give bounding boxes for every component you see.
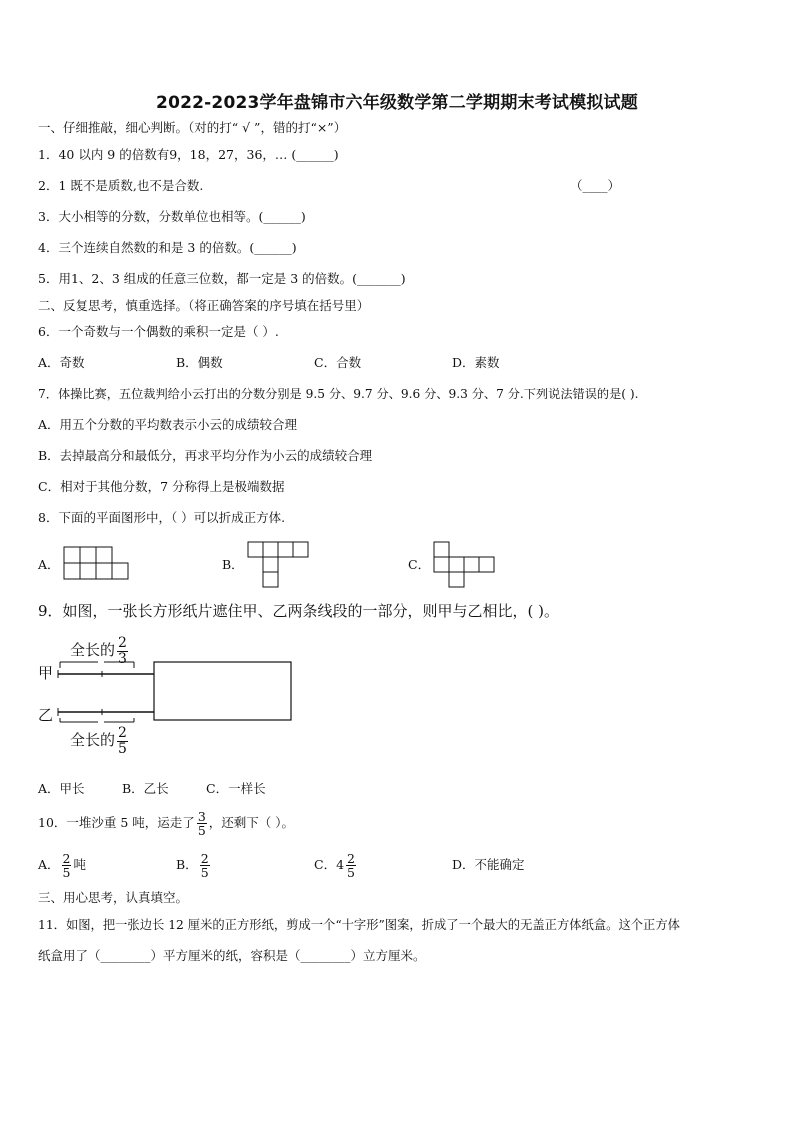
option-b-denominator: 5 <box>200 865 209 880</box>
question-3: 3．大小相等的分数，分数单位也相等。(______) <box>38 209 306 224</box>
question-6: 6．一个奇数与一个偶数的乘积一定是（ ）. <box>38 324 279 339</box>
cube-net-c-figure <box>434 542 496 590</box>
question-9: 9．如图，一张长方形纸片遮住甲、乙两条线段的一部分，则甲与乙相比，( )。 <box>38 602 560 620</box>
segments-figure <box>58 660 298 724</box>
question-9-option-a: A．甲长 <box>38 781 85 796</box>
option-a-fraction <box>62 852 72 879</box>
top-fraction-denominator: 3 <box>118 650 127 667</box>
question-5: 5．用1、2、3 组成的任意三位数，都一定是 3 的倍数。(_______) <box>38 271 406 286</box>
question-2-answer-blank: （____） <box>570 178 621 193</box>
cube-net-a-figure <box>64 547 130 581</box>
question-10-text-end: ，还剩下（ ）。 <box>208 815 294 830</box>
bottom-fraction <box>117 726 128 756</box>
question-1: 1．40 以内 9 的倍数有9，18，27，36，… (______) <box>38 147 339 162</box>
question-10-option-b <box>176 848 212 882</box>
question-8: 8．下面的平面图形中，（ ）可以折成正方体. <box>38 510 286 525</box>
covering-paper <box>154 662 291 720</box>
question-7-option-b: B．去掉最高分和最低分，再求平均分作为小云的成绩较合理 <box>38 448 373 463</box>
question-8-label-c: C． <box>408 557 431 572</box>
question-10-option-a <box>38 848 86 882</box>
question-8-label-a: A． <box>38 557 60 572</box>
question-10-option-c <box>314 848 358 882</box>
segment-jia-label: 甲 <box>38 664 54 682</box>
question-10-option-d: D．不能确定 <box>452 857 525 872</box>
option-c-fraction <box>346 852 356 879</box>
option-c-label: C． <box>314 857 337 872</box>
section1-heading: 一、仔细推敲，细心判断。（对的打“ √ ”，错的打“×”） <box>38 120 347 135</box>
option-a-unit: 吨 <box>73 857 86 872</box>
bottom-fraction-numerator: 2 <box>118 725 127 741</box>
question-7-option-a: A．用五个分数的平均数表示小云的成绩较合理 <box>38 417 298 432</box>
question-11-line-1: 11．如图，把一张边长 12 厘米的正方形纸，剪成一个“十字形”图案，折成了一个最大的无盖正方体纸盒。这个正方体 <box>38 918 680 932</box>
question-6-option-b: B．偶数 <box>176 355 223 370</box>
section3-heading: 三、用心思考，认真填空。 <box>38 890 189 905</box>
top-label-text: 全长的 <box>70 641 116 660</box>
question-8-label-b: B． <box>222 557 244 572</box>
question-2: 2．1 既不是质数,也不是合数. <box>38 178 204 193</box>
bottom-label <box>70 726 130 756</box>
option-b-fraction <box>200 852 210 879</box>
bottom-fraction-denominator: 5 <box>118 740 127 757</box>
question-4: 4．三个连续自然数的和是 3 的倍数。(______) <box>38 240 297 255</box>
option-c-whole: 4 <box>336 857 345 872</box>
section2-heading: 二、反复思考，慎重选择。（将正确答案的序号填在括号里） <box>38 298 370 313</box>
bottom-label-text: 全长的 <box>70 731 116 750</box>
cube-net-b-figure <box>248 542 310 590</box>
question-10-denominator: 5 <box>197 823 206 838</box>
option-c-numerator: 2 <box>347 850 355 866</box>
question-6-option-d: D．素数 <box>452 355 500 370</box>
option-b-label: B． <box>176 857 198 872</box>
question-6-option-a: A．奇数 <box>38 355 85 370</box>
question-9-option-c: C．一样长 <box>206 781 266 796</box>
question-6-option-c: C．合数 <box>314 355 362 370</box>
top-fraction-numerator: 2 <box>118 635 127 651</box>
question-10-numerator: 3 <box>197 808 206 824</box>
option-b-numerator: 2 <box>200 850 209 866</box>
question-9-option-b: B．乙长 <box>122 781 169 796</box>
question-11-line-2: 纸盒用了（________）平方厘米的纸，容积是（________）立方厘米。 <box>38 948 426 963</box>
option-a-label: A． <box>38 857 60 872</box>
question-10 <box>38 808 294 838</box>
question-10-fraction <box>197 810 207 837</box>
question-7-option-c: C．相对于其他分数，7 分称得上是极端数据 <box>38 479 285 494</box>
question-7: 7．体操比赛，五位裁判给小云打出的分数分别是 9.5 分、9.7 分、9.6 分、9.3 分、7 分.下列说法错误的是( ). <box>38 387 639 401</box>
segment-yi-label: 乙 <box>38 706 54 724</box>
question-10-text-start: 10．一堆沙重 5 吨，运走了 <box>38 815 195 830</box>
option-a-denominator: 5 <box>62 865 71 880</box>
page-title: 2022-2023学年盘锦市六年级数学第二学期期末考试模拟试题 <box>156 93 638 113</box>
option-c-denominator: 5 <box>347 865 355 880</box>
option-a-numerator: 2 <box>62 850 71 866</box>
